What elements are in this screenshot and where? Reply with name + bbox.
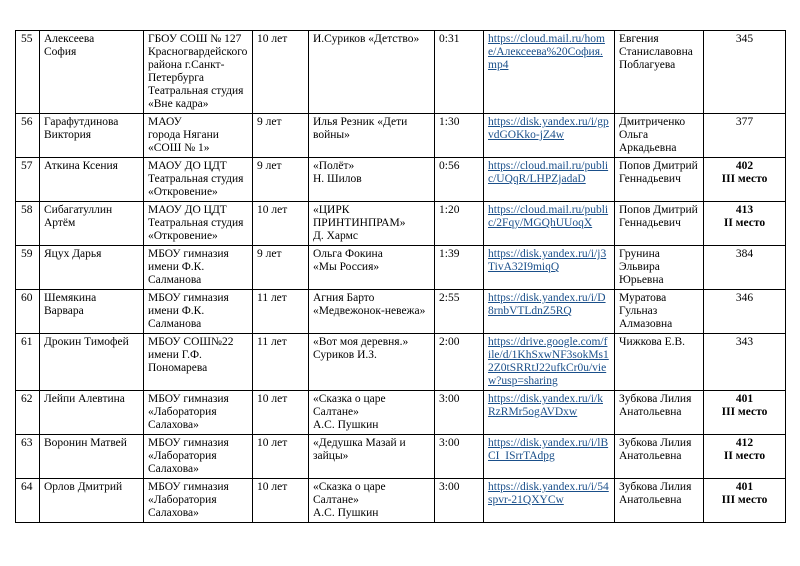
table-row xyxy=(16,202,786,246)
place-label: II место xyxy=(723,450,766,462)
score-value: 346 xyxy=(735,292,754,304)
row-number: 63 xyxy=(16,435,40,479)
video-link-cell xyxy=(484,391,615,435)
participant-name: Гарафутдинова Виктория xyxy=(40,114,144,158)
teacher-name: Евгения Станиславовна Поблагуева xyxy=(615,31,704,114)
place-label: III место xyxy=(721,406,768,418)
video-link-cell xyxy=(484,290,615,334)
row-number: 60 xyxy=(16,290,40,334)
table-row xyxy=(16,290,786,334)
school-name: МБОУ гимназия «Лаборатория Салахова» xyxy=(144,479,253,523)
score-value: 401 xyxy=(735,393,754,405)
score-value: 402 xyxy=(735,160,754,172)
score-value: 343 xyxy=(735,336,754,348)
participant-age: 10 лет xyxy=(253,202,309,246)
school-name: МБОУ гимназия имени Ф.К. Салманова xyxy=(144,246,253,290)
school-name: МБОУ гимназия «Лаборатория Салахова» xyxy=(144,435,253,479)
teacher-name: Муратова Гульназ Алмазовна xyxy=(615,290,704,334)
score-cell xyxy=(704,435,786,479)
participant-age: 10 лет xyxy=(253,435,309,479)
video-link-cell xyxy=(484,158,615,202)
performance-time: 3:00 xyxy=(435,391,484,435)
row-number: 59 xyxy=(16,246,40,290)
score-cell xyxy=(704,114,786,158)
table-row xyxy=(16,479,786,523)
video-link[interactable]: https://disk.yandex.ru/i/kRzRMr5ogAVDxw xyxy=(488,393,603,418)
row-number: 61 xyxy=(16,334,40,391)
score-value: 401 xyxy=(735,481,754,493)
score-value: 377 xyxy=(735,116,754,128)
video-link[interactable]: https://drive.google.com/file/d/1KhSxwNF3sokMs12Z0tSRRtJ22ufkCr0u/view?usp=sharing xyxy=(488,336,609,387)
score-cell xyxy=(704,246,786,290)
video-link[interactable]: https://disk.yandex.ru/i/j3TivA32I9miqQ xyxy=(488,248,607,273)
teacher-name: Зубкова Лилия Анатольевна xyxy=(615,391,704,435)
video-link[interactable]: https://cloud.mail.ru/public/UQqR/LHPZjadaD xyxy=(488,160,609,185)
teacher-name: Зубкова Лилия Анатольевна xyxy=(615,479,704,523)
performed-work: Илья Резник «Дети войны» xyxy=(309,114,435,158)
table-row xyxy=(16,114,786,158)
participant-name: Сибагатуллин Артём xyxy=(40,202,144,246)
table-row xyxy=(16,334,786,391)
teacher-name: Дмитриченко Ольга Аркадьевна xyxy=(615,114,704,158)
video-link[interactable]: https://cloud.mail.ru/public/2Fqy/MGQhUUoqX xyxy=(488,204,609,229)
place-label: II место xyxy=(723,217,766,229)
video-link-cell xyxy=(484,202,615,246)
participant-age: 10 лет xyxy=(253,479,309,523)
performance-time: 1:20 xyxy=(435,202,484,246)
score-value: 384 xyxy=(735,248,754,260)
participant-name: Аткина Ксения xyxy=(40,158,144,202)
participant-name: Алексеева София xyxy=(40,31,144,114)
teacher-name: Грунина Эльвира Юрьевна xyxy=(615,246,704,290)
table-row xyxy=(16,435,786,479)
school-name: МАОУ города Нягани «СОШ № 1» xyxy=(144,114,253,158)
table-body xyxy=(16,31,786,523)
performance-time: 3:00 xyxy=(435,479,484,523)
performed-work: Агния Барто «Медвежонок-невежа» xyxy=(309,290,435,334)
score-cell xyxy=(704,202,786,246)
performed-work: «Вот моя деревня.» Суриков И.З. xyxy=(309,334,435,391)
participant-age: 9 лет xyxy=(253,114,309,158)
participant-name: Шемякина Варвара xyxy=(40,290,144,334)
performance-time: 0:31 xyxy=(435,31,484,114)
participant-age: 11 лет xyxy=(253,334,309,391)
participant-age: 9 лет xyxy=(253,158,309,202)
participant-age: 11 лет xyxy=(253,290,309,334)
score-cell xyxy=(704,290,786,334)
performance-time: 1:30 xyxy=(435,114,484,158)
score-cell xyxy=(704,479,786,523)
table-row xyxy=(16,158,786,202)
school-name: ГБОУ СОШ № 127 Красногвардейского района г.Санкт- Петербурга Театральная студия «Вне кадра» xyxy=(144,31,253,114)
row-number: 58 xyxy=(16,202,40,246)
performed-work: «Дедушка Мазай и зайцы» xyxy=(309,435,435,479)
performed-work: «ЦИРК ПРИНТИНПРАМ» Д. Хармс xyxy=(309,202,435,246)
place-label: III место xyxy=(721,494,768,506)
participant-age: 10 лет xyxy=(253,391,309,435)
school-name: МБОУ гимназия имени Ф.К. Салманова xyxy=(144,290,253,334)
participant-age: 9 лет xyxy=(253,246,309,290)
performance-time: 2:55 xyxy=(435,290,484,334)
video-link[interactable]: https://disk.yandex.ru/i/54spvr-21QXYCw xyxy=(488,481,609,506)
school-name: МАОУ ДО ЦДТ Театральная студия «Откровение» xyxy=(144,202,253,246)
score-cell xyxy=(704,391,786,435)
performance-time: 1:39 xyxy=(435,246,484,290)
video-link-cell xyxy=(484,31,615,114)
video-link-cell xyxy=(484,114,615,158)
table-row xyxy=(16,31,786,114)
table-row xyxy=(16,391,786,435)
performed-work: И.Суриков «Детство» xyxy=(309,31,435,114)
performed-work: Ольга Фокина «Мы Россия» xyxy=(309,246,435,290)
video-link[interactable]: https://cloud.mail.ru/home/Алексеева%20София.mp4 xyxy=(488,33,605,71)
performed-work: «Сказка о царе Салтане» А.С. Пушкин xyxy=(309,391,435,435)
teacher-name: Зубкова Лилия Анатольевна xyxy=(615,435,704,479)
video-link-cell xyxy=(484,479,615,523)
score-cell xyxy=(704,31,786,114)
performance-time: 2:00 xyxy=(435,334,484,391)
score-cell xyxy=(704,334,786,391)
video-link[interactable]: https://disk.yandex.ru/i/D8rnbVTLdnZ5RQ xyxy=(488,292,606,317)
video-link[interactable]: https://disk.yandex.ru/i/lBCI_ISrrTAdpg xyxy=(488,437,609,462)
teacher-name: Чижкова Е.В. xyxy=(615,334,704,391)
row-number: 55 xyxy=(16,31,40,114)
table-row xyxy=(16,246,786,290)
video-link-cell xyxy=(484,435,615,479)
performance-time: 0:56 xyxy=(435,158,484,202)
score-value: 345 xyxy=(735,33,754,45)
participant-name: Воронин Матвей xyxy=(40,435,144,479)
row-number: 64 xyxy=(16,479,40,523)
row-number: 56 xyxy=(16,114,40,158)
performance-time: 3:00 xyxy=(435,435,484,479)
participant-name: Орлов Дмитрий xyxy=(40,479,144,523)
results-table xyxy=(15,30,786,523)
school-name: МАОУ ДО ЦДТ Театральная студия «Откровение» xyxy=(144,158,253,202)
teacher-name: Попов Дмитрий Геннадьевич xyxy=(615,202,704,246)
row-number: 62 xyxy=(16,391,40,435)
row-number: 57 xyxy=(16,158,40,202)
participant-name: Яцух Дарья xyxy=(40,246,144,290)
video-link-cell xyxy=(484,334,615,391)
performed-work: «Полёт» Н. Шилов xyxy=(309,158,435,202)
performed-work: «Сказка о царе Салтане» А.С. Пушкин xyxy=(309,479,435,523)
school-name: МБОУ СОШ№22 имени Г.Ф. Пономарева xyxy=(144,334,253,391)
teacher-name: Попов Дмитрий Геннадьевич xyxy=(615,158,704,202)
score-cell xyxy=(704,158,786,202)
score-value: 412 xyxy=(735,437,754,449)
participant-age: 10 лет xyxy=(253,31,309,114)
score-value: 413 xyxy=(735,204,754,216)
school-name: МБОУ гимназия «Лаборатория Салахова» xyxy=(144,391,253,435)
participant-name: Дрокин Тимофей xyxy=(40,334,144,391)
participant-name: Лейпи Алевтина xyxy=(40,391,144,435)
video-link-cell xyxy=(484,246,615,290)
place-label: III место xyxy=(721,173,768,185)
video-link[interactable]: https://disk.yandex.ru/i/gpvdGOKko-jZ4w xyxy=(488,116,609,141)
